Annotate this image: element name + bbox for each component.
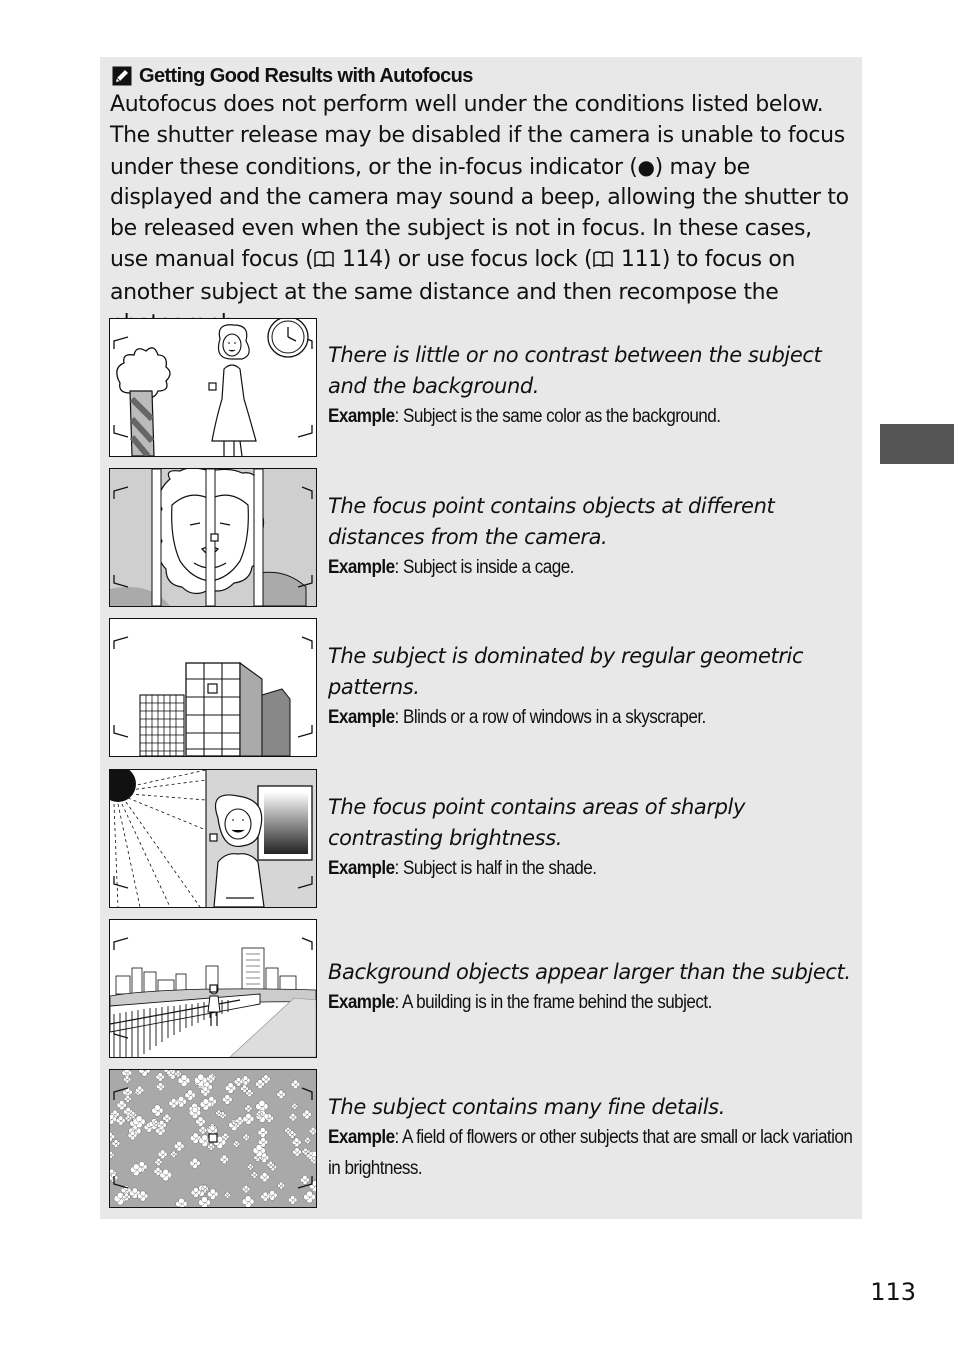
- intro-paragraph: [110, 90, 852, 339]
- example-text: : A field of flowers or other subjects that are small or lack variation in brightness.: [328, 1126, 853, 1179]
- low-contrast-illustration: [109, 318, 317, 457]
- pencil-icon: [112, 66, 132, 86]
- book-reference-icon: [592, 247, 614, 278]
- example-label: Example: [328, 857, 395, 879]
- example-label: Example: [328, 405, 395, 427]
- condition-text: The focus point contains areas of sharply contrasting brightness.: [328, 795, 746, 850]
- example-label: Example: [328, 706, 395, 728]
- page-ref-focus-lock[interactable]: 111: [620, 246, 662, 272]
- condition-text: Background objects appear larger than the subject.: [328, 960, 851, 984]
- in-focus-indicator-icon: ●: [637, 154, 655, 179]
- page-ref-manual-focus[interactable]: 114: [341, 246, 383, 272]
- condition-row-geometric: [109, 618, 859, 758]
- condition-text: The focus point contains objects at different distances from the camera.: [328, 494, 775, 549]
- condition-example: [328, 988, 855, 1019]
- building-background-illustration: [109, 919, 317, 1058]
- section-side-tab: [880, 424, 954, 464]
- example-text: : A building is in the frame behind the subject.: [394, 991, 712, 1013]
- intro-text-4: ) to focus on another subject at the same distance and then recompose the: [110, 246, 796, 305]
- example-label: Example: [328, 556, 395, 578]
- condition-text: The subject contains many fine details.: [328, 1095, 725, 1119]
- example-text: : Subject is half in the shade.: [394, 857, 597, 879]
- example-label: Example: [328, 1126, 395, 1148]
- condition-row-background: [109, 919, 859, 1059]
- condition-text: The subject is dominated by regular geometric patterns.: [328, 644, 804, 699]
- condition-example: [328, 553, 855, 584]
- skyscraper-illustration: [109, 618, 317, 757]
- condition-row-low-contrast: [109, 318, 859, 458]
- example-label: Example: [328, 991, 395, 1013]
- condition-row-fine-details: [109, 1069, 859, 1209]
- condition-example: [328, 402, 855, 433]
- shade-illustration: [109, 769, 317, 908]
- note-title-text: Getting Good Results with Autofocus: [139, 65, 473, 87]
- condition-example: [328, 1123, 855, 1185]
- book-reference-icon: [313, 247, 335, 278]
- intro-text-3: ) or use focus lock (: [382, 246, 593, 272]
- example-text: : Blinds or a row of windows in a skyscraper.: [394, 706, 706, 728]
- example-text: : Subject is inside a cage.: [394, 556, 574, 578]
- note-title: [112, 62, 473, 90]
- condition-example: [328, 854, 855, 885]
- condition-row-brightness: [109, 769, 859, 909]
- cage-illustration: [109, 468, 317, 607]
- example-text: : Subject is the same color as the background.: [394, 405, 721, 427]
- condition-example: [328, 703, 855, 734]
- intro-text-1: Autofocus does not perform well under the conditions listed below. The shutter release may be disabled if the camera is unable to focus under these conditions, or the in-focus indicator (: [110, 92, 845, 180]
- condition-row-cage: [109, 468, 859, 608]
- condition-text: There is little or no contrast between the subject and the background.: [328, 343, 822, 398]
- intro-text-2: ) may be displayed and the camera may sound a beep, allowing the shutter to be released even when the subject is not in focus. In these cases, use manual focus (: [110, 154, 849, 272]
- page-number: 113: [870, 1278, 916, 1306]
- flower-field-illustration: [109, 1069, 317, 1208]
